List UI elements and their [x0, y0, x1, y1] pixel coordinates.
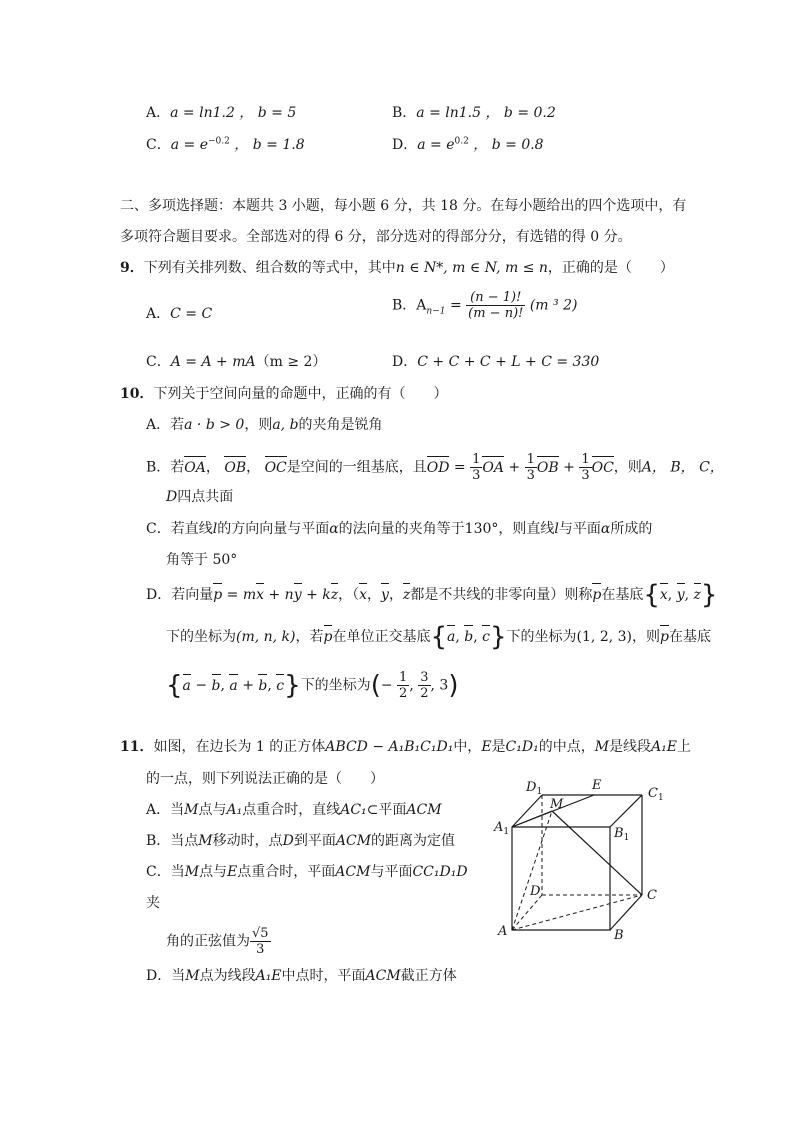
q10-option-a: A．若a · b > 0，则a, b的夹角是锐角	[146, 417, 383, 433]
label-c1: $C_1$	[648, 786, 664, 803]
q10-stem: 10．下列关于空间向量的命题中，正确的有（ ）	[120, 386, 448, 402]
label-d1: $D_1$	[526, 780, 543, 797]
q10-option-d-line3: {a − b, a + b, c}下的坐标为(− $\frac{1}{2}$ , $\frac{3}{2}$ , 3)	[166, 670, 459, 701]
q11-option-c-line3: 角的正弦值为 $\frac{√5}{3}$	[166, 926, 269, 957]
edge-b-c	[610, 895, 642, 930]
hidden-edge-a-d	[512, 895, 542, 930]
q9-option-b: B．$A_{n-1}$ = $\frac{(n - 1)!}{(m - n)!}$ (m ³ 2)	[392, 290, 578, 321]
segment-a1-m	[512, 811, 552, 827]
q10-option-b: B．若OA， OB， OC是空间的一组基底，且OD = $\frac{1}{3}$ OA + $\frac{1}{3}$ OB + $\frac{1}{3}$ OC，则A， B， C，	[146, 452, 724, 483]
section-2-instructions-line1: 二、多项选择题：本题共 3 小题，每小题 6 分，共 18 分。在每小题给出的四个选项中，有	[120, 198, 687, 214]
q10-option-c: C．若直线l的方向向量与平面α的法向量的夹角等于130°，则直线l与平面α所成的	[146, 521, 653, 537]
label-b1: $B_1$	[614, 826, 630, 843]
q10-option-d-line2: 下的坐标为(m, n, k)，若p在单位正交基底{a, b, c}下的坐标为(1, 2, 3)，则p在基底	[166, 622, 711, 652]
q9-option-d: D．C + C + C + L + C = 330	[392, 354, 600, 370]
q8-option-d: D．$a = e^{0.2}$ ， b = 0.8	[392, 136, 544, 153]
q10-option-b-line2: D四点共面	[166, 489, 234, 505]
q11-option-c: C．当M点与E点重合时，平面ACM与平面CC₁D₁D	[146, 864, 468, 880]
label-c: C	[647, 888, 657, 903]
q9-option-a: A．C = C	[146, 306, 213, 322]
hidden-segment-a-m	[512, 811, 552, 930]
cube-figure	[492, 775, 682, 945]
label-d: D	[530, 884, 541, 899]
edge-b1-c1	[610, 795, 642, 827]
edge-a1-d1	[512, 795, 542, 827]
q10-option-d: D．若向量p = mx + ny + kz，（x，y，z都是不共线的非零向量）则称p在基底{x, y, z}	[146, 580, 718, 610]
q8-option-b: B．a = ln1.5 ， b = 0.2	[392, 105, 556, 121]
label-e: E	[592, 778, 602, 793]
q11-stem-line2: 的一点，则下列说法正确的是（ ）	[146, 771, 384, 787]
label-m: M	[550, 797, 564, 812]
q8-option-a: A．a = ln1.2 ， b = 5	[146, 105, 297, 121]
label-a: A	[498, 924, 508, 939]
q9-option-c: C．A = A + mA（m ≥ 2）	[146, 354, 327, 370]
q11-option-a: A．当M点与A₁点重合时，直线AC₁⊂平面ACM	[146, 802, 442, 818]
q11-option-b: B．当点M移动时，点D到平面ACM的距离为定值	[146, 833, 456, 849]
section-2-instructions-line2: 多项符合题目要求。全部选对的得 6 分，部分选对的得部分分，有选错的得 0 分。	[120, 229, 632, 245]
label-b: B	[614, 928, 624, 943]
cube-front-face	[512, 827, 610, 930]
hidden-segment-a-c	[512, 895, 642, 930]
q11-option-c-line2: 夹	[146, 895, 160, 911]
q11-stem-line1: 11．如图，在边长为 1 的正方体ABCD − A₁B₁C₁D₁中，E是C₁D₁的中点，M是线段A₁E上	[120, 739, 692, 755]
q10-option-c-line2: 角等于 50°	[166, 552, 238, 568]
q9-stem: 9．下列有关排列数、组合数的等式中，其中n ∈ N*, m ∈ N, m ≤ n，正确的是（ ）	[120, 260, 674, 276]
segment-m-c	[552, 811, 642, 895]
q11-option-d: D．当M点为线段A₁E中点时，平面ACM截正方体	[146, 968, 457, 984]
label-a1: $A_1$	[494, 820, 510, 837]
q8-option-c: C．$a = e^{-0.2}$ ， b = 1.8	[146, 136, 305, 153]
